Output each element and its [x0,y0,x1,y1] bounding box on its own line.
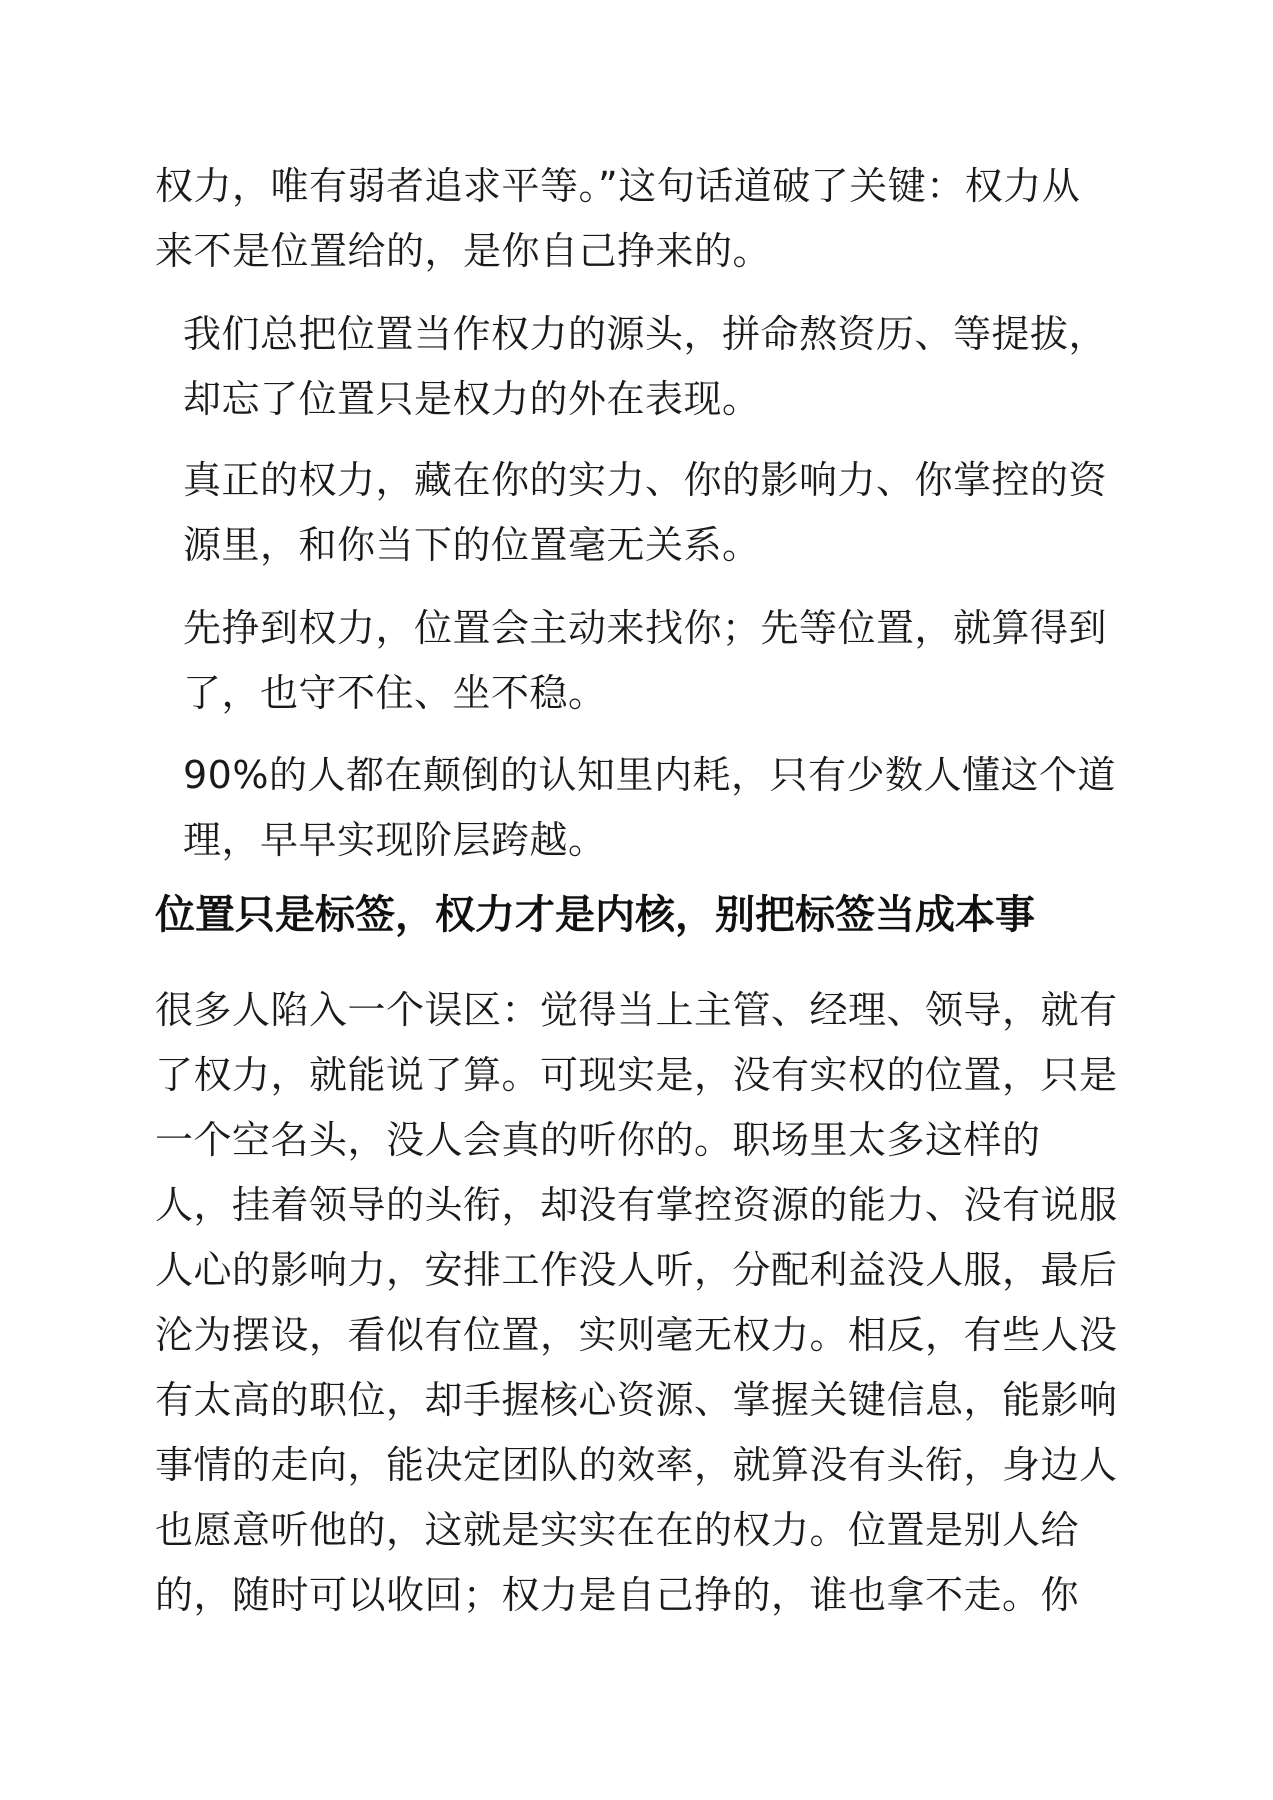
text-line: 我们总把位置当作权力的源头，拼命熬资历、等提拔， [183,312,1108,356]
text-line: 一个空名头，没人会真的听你的。职场里太多这样的 [155,1118,1041,1162]
text-line: 90%的人都在颠倒的认知里内耗，只有少数人懂这个道 [183,753,1116,797]
text-line: 的，随时可以收回；权力是自己挣的，谁也拿不走。你 [155,1573,1080,1617]
text-line: 人，挂着领导的头衔，却没有掌控资源的能力、没有说服 [155,1183,1118,1227]
text-line: 却忘了位置只是权力的外在表现。 [183,377,761,421]
text-line: 真正的权力，藏在你的实力、你的影响力、你掌控的资 [183,458,1108,502]
text-line: 沦为摆设，看似有位置，实则毫无权力。相反，有些人没 [155,1313,1118,1357]
text-line: 有太高的职位，却手握核心资源、掌握关键信息，能影响 [155,1378,1118,1422]
text-line: 了，也守不住、坐不稳。 [183,671,607,715]
text-line: 事情的走向，能决定团队的效率，就算没有头衔，身边人 [155,1443,1118,1487]
text-line: 了权力，就能说了算。可现实是，没有实权的位置，只是 [155,1053,1118,1097]
text-line: 人心的影响力，安排工作没人听，分配利益没人服，最后 [155,1248,1118,1292]
text-line: 权力，唯有弱者追求平等。”这句话道破了关键：权力从 [155,164,1081,208]
text-line: 也愿意听他的，这就是实实在在的权力。位置是别人给 [155,1508,1080,1552]
text-line: 先挣到权力，位置会主动来找你；先等位置，就算得到 [183,606,1108,650]
text-line: 来不是位置给的，是你自己挣来的。 [155,229,772,273]
section-heading: 位置只是标签，权力才是内核，别把标签当成本事 [155,892,1035,938]
text-line: 很多人陷入一个误区：觉得当上主管、经理、领导，就有 [155,988,1118,1032]
text-line: 理，早早实现阶层跨越。 [183,818,607,862]
text-line: 源里，和你当下的位置毫无关系。 [183,523,761,567]
